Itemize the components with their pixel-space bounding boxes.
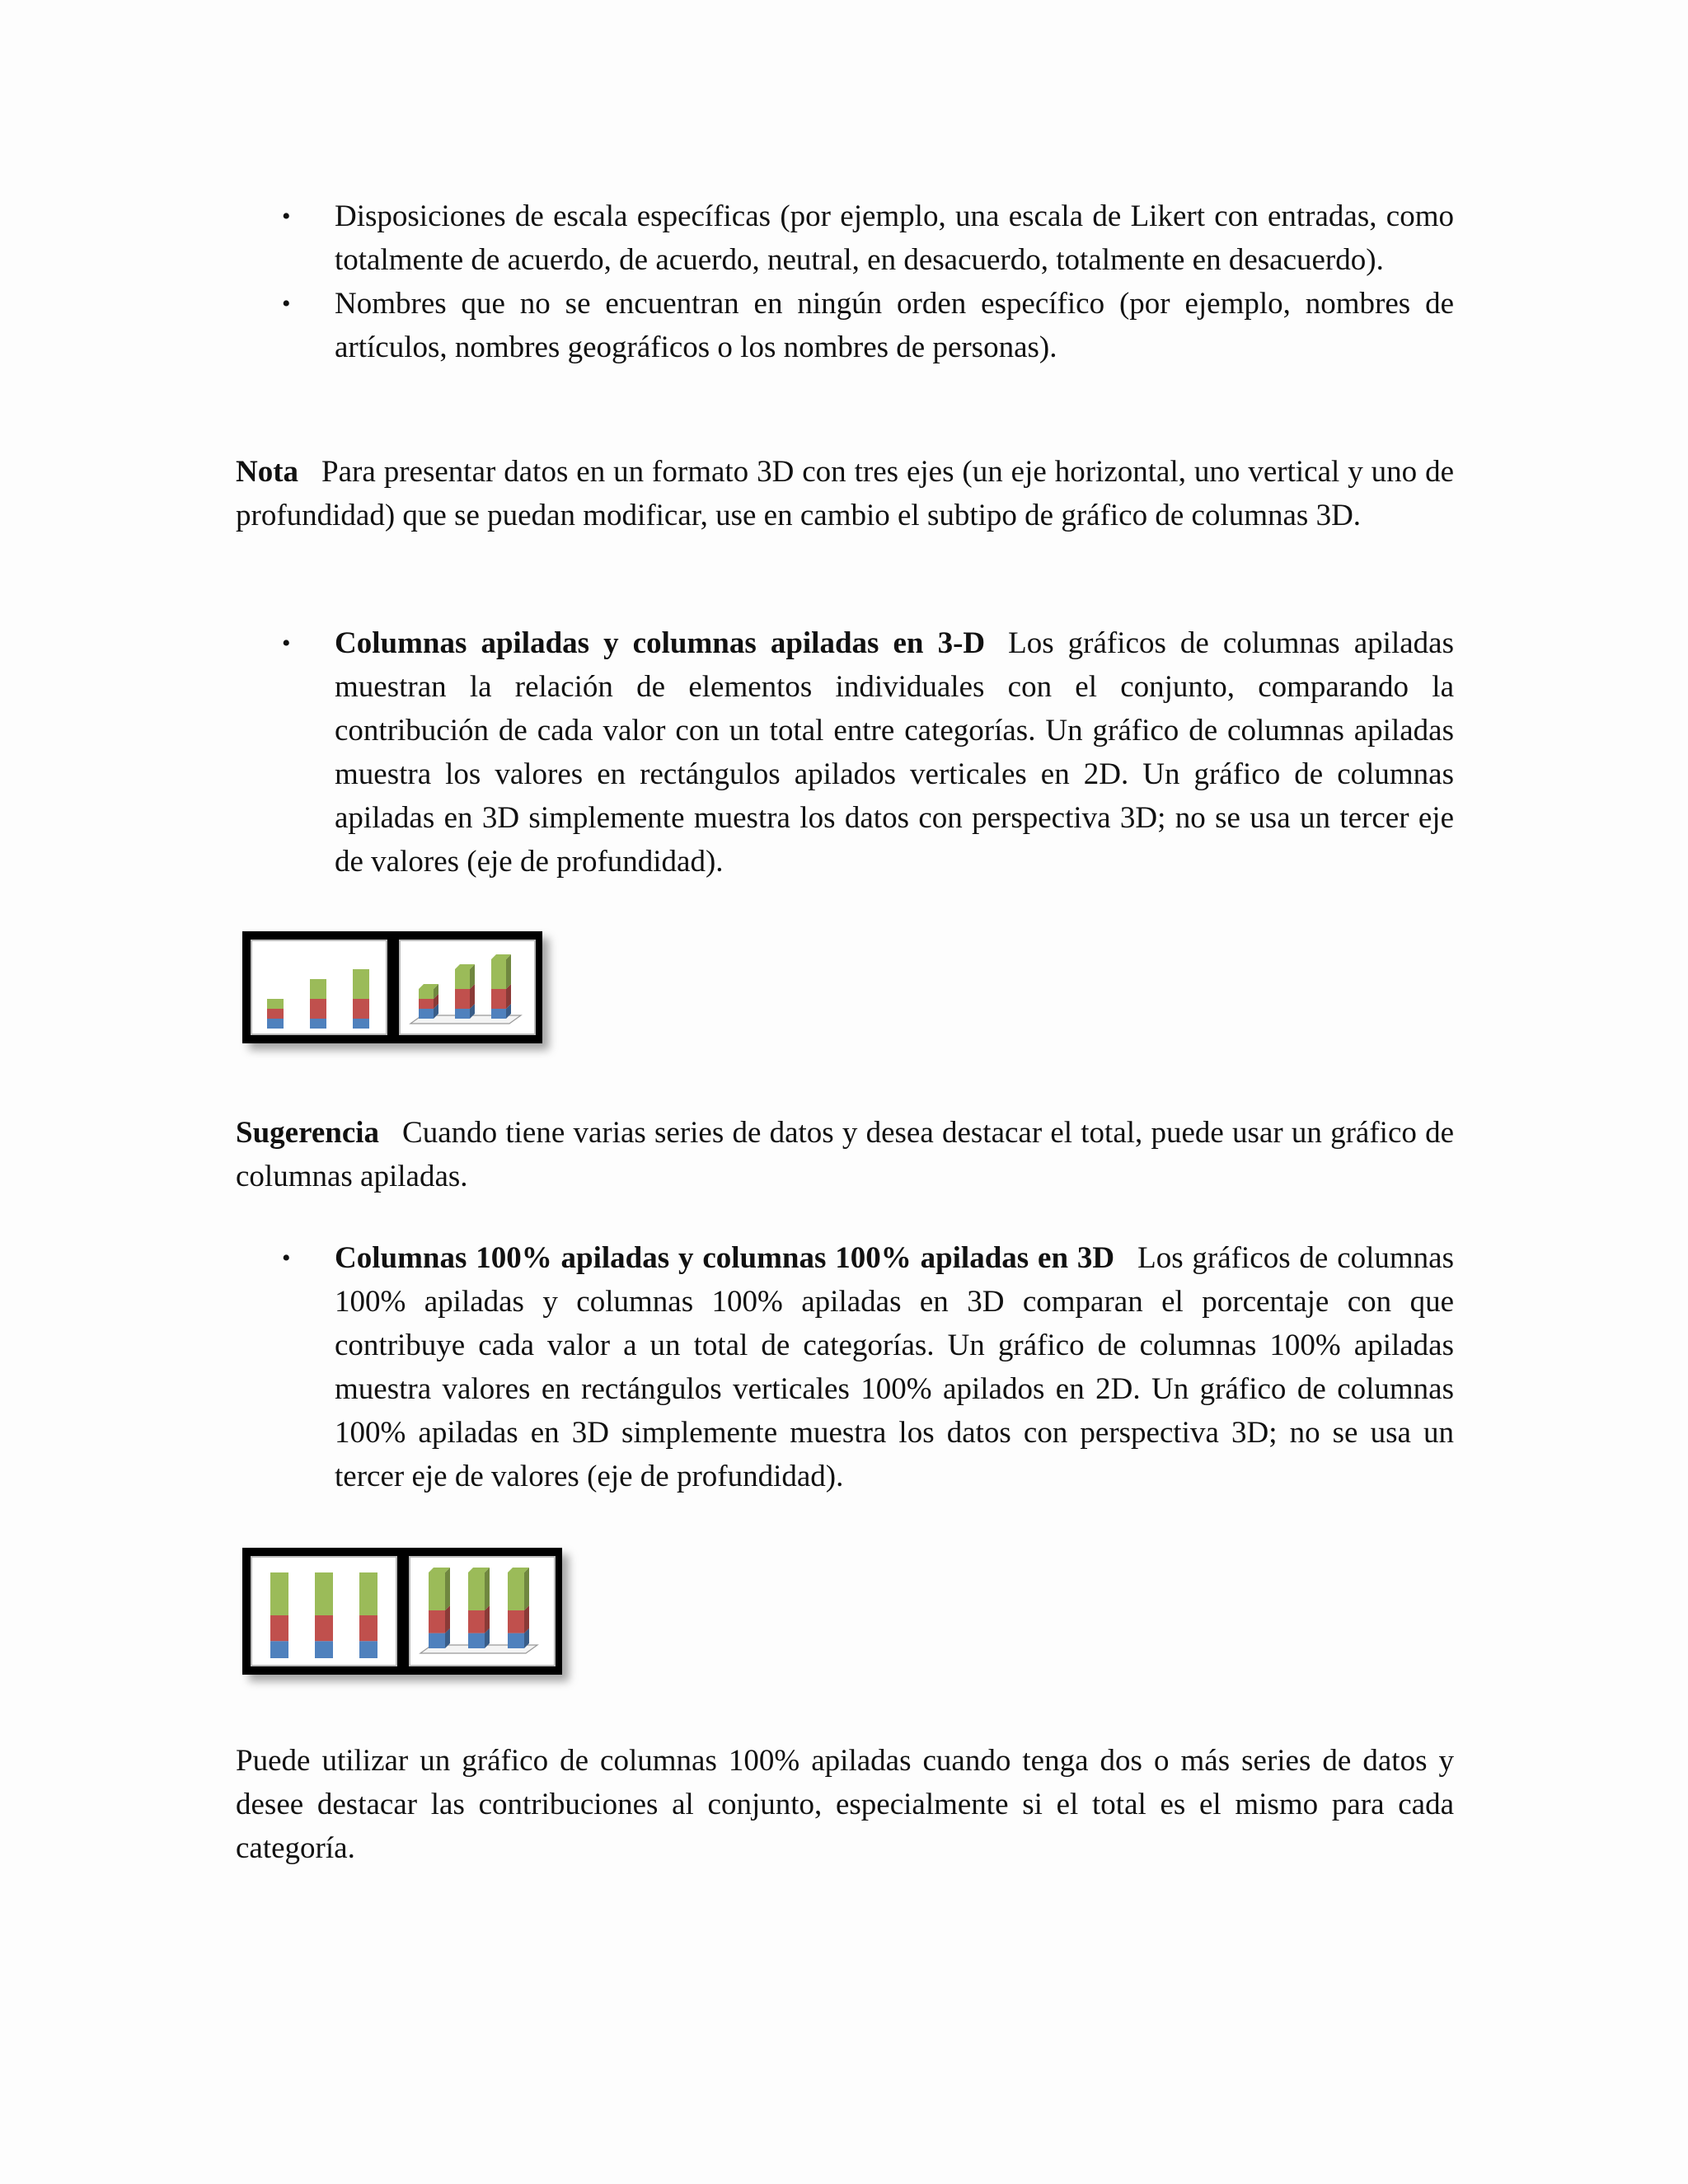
bullet-list-stacked	[236, 621, 1454, 883]
stacked-segment-2d	[270, 1641, 288, 1658]
stacked-segment-2d	[353, 999, 369, 1019]
stacked-segment-3d-front	[508, 1633, 524, 1648]
stacked-segment-3d-front	[508, 1572, 524, 1610]
nota-label: Nota	[236, 455, 299, 489]
stacked-segment-3d-front	[468, 1633, 485, 1648]
nota-paragraph	[236, 450, 1454, 537]
stacked-title: Columnas apiladas y columnas apiladas en 3-D	[335, 626, 986, 660]
sugerencia-paragraph	[236, 1111, 1454, 1198]
stacked-segment-3d-front	[419, 999, 434, 1009]
stacked-segment-3d-side	[524, 1568, 529, 1610]
stacked-segment-2d	[353, 969, 369, 999]
stacked-segment-2d	[315, 1641, 333, 1658]
list-item	[236, 1236, 1454, 1498]
stacked-segment-3d-side	[445, 1568, 450, 1610]
stacked-text: Los gráficos de columnas apiladas muestran la relación de elementos individuales con el conjunto, comparando la contribución de cada valor con un total entre categorías. Un gráfico de columnas apiladas muestra los valores en rectángulos apilados verticales en 2D. Un gráfico de columnas apiladas en 3D simplemente muestra los datos con perspectiva 3D; no se usa un tercer eje de valores (eje de profundidad).	[335, 626, 1454, 879]
closing-paragraph	[236, 1739, 1454, 1870]
stacked-100-column-thumbnail	[242, 1548, 562, 1675]
sugerencia-label: Sugerencia	[236, 1116, 380, 1150]
stacked-segment-2d	[270, 1572, 288, 1615]
sugerencia-text: Cuando tiene varias series de datos y desea destacar el total, puede usar un gráfico de columnas apiladas.	[236, 1116, 1454, 1193]
stacked-segment-3d-side	[485, 1568, 490, 1610]
list-item	[236, 194, 1454, 282]
stacked-segment-3d-front	[429, 1572, 445, 1610]
list-item	[236, 621, 1454, 883]
stacked-100-column-icons	[242, 1548, 562, 1675]
stacked-segment-3d-side	[506, 954, 511, 989]
stacked-segment-3d-front	[508, 1610, 524, 1633]
stacked-segment-3d-front	[419, 1009, 434, 1019]
nota-text: Para presentar datos en un formato 3D con tres ejes (un eje horizontal, uno vertical y uno de profundidad) que se puedan modificar, use en cambio el subtipo de gráfico de columnas 3D.	[236, 455, 1454, 532]
stacked-column-thumbnail	[242, 931, 542, 1043]
stacked-segment-3d-front	[491, 1009, 506, 1019]
stacked-segment-3d-front	[468, 1572, 485, 1610]
stacked-column-icons	[242, 931, 542, 1043]
stacked-segment-3d-front	[455, 989, 470, 1009]
stacked-segment-3d-front	[429, 1610, 445, 1633]
closing-text: Puede utilizar un gráfico de columnas 100% apiladas cuando tenga dos o más series de datos y desee destacar las contribuciones al conjunto, especialmente si el total es el mismo para cada categoría.	[236, 1744, 1454, 1865]
bullet-list-100	[236, 1236, 1454, 1498]
bullet-dot: •	[282, 1244, 291, 1272]
stacked-segment-2d	[267, 999, 284, 1009]
stacked-segment-2d	[310, 979, 326, 999]
stacked-segment-2d	[353, 1019, 369, 1029]
bullet-dot: •	[282, 290, 291, 317]
stacked-segment-2d	[359, 1615, 377, 1641]
stacked-segment-2d	[359, 1572, 377, 1615]
stacked-100-text: Los gráficos de columnas 100% apiladas y columnas 100% apiladas en 3D comparan el porcentaje con que contribuye cada valor a un total de categorías. Un gráfico de columnas 100% apiladas muestra valores en rectángulos verticales 100% apilados en 2D. Un gráfico de columnas 100% apiladas en 3D simplemente muestra los datos con perspectiva 3D; no se usa un tercer eje de valores (eje de profundidad).	[335, 1241, 1454, 1493]
bullet-dot: •	[282, 203, 291, 230]
stacked-100-title: Columnas 100% apiladas y columnas 100% apiladas en 3D	[335, 1241, 1115, 1275]
bullet-dot: •	[282, 630, 291, 657]
stacked-segment-3d-front	[455, 969, 470, 989]
stacked-segment-2d	[310, 999, 326, 1019]
stacked-segment-3d-front	[429, 1633, 445, 1648]
stacked-segment-2d	[267, 1019, 284, 1029]
stacked-segment-3d-front	[491, 989, 506, 1009]
stacked-segment-3d-front	[455, 1009, 470, 1019]
stacked-segment-3d-front	[419, 989, 434, 999]
list-item-text: Nombres que no se encuentran en ningún orden específico (por ejemplo, nombres de artículos, nombres geográficos o los nombres de personas).	[335, 287, 1454, 364]
stacked-segment-2d	[270, 1615, 288, 1641]
stacked-segment-2d	[315, 1572, 333, 1615]
list-item	[236, 282, 1454, 369]
list-item-text: Disposiciones de escala específicas (por ejemplo, una escala de Likert con entradas, como totalmente de acuerdo, de acuerdo, neutral, en desacuerdo, totalmente en desacuerdo).	[335, 199, 1454, 277]
stacked-segment-2d	[359, 1641, 377, 1658]
stacked-segment-2d	[315, 1615, 333, 1641]
bullet-list-top	[236, 194, 1454, 369]
stacked-segment-3d-front	[491, 959, 506, 989]
stacked-segment-2d	[310, 1019, 326, 1029]
stacked-segment-3d-front	[468, 1610, 485, 1633]
stacked-segment-2d	[267, 1009, 284, 1019]
